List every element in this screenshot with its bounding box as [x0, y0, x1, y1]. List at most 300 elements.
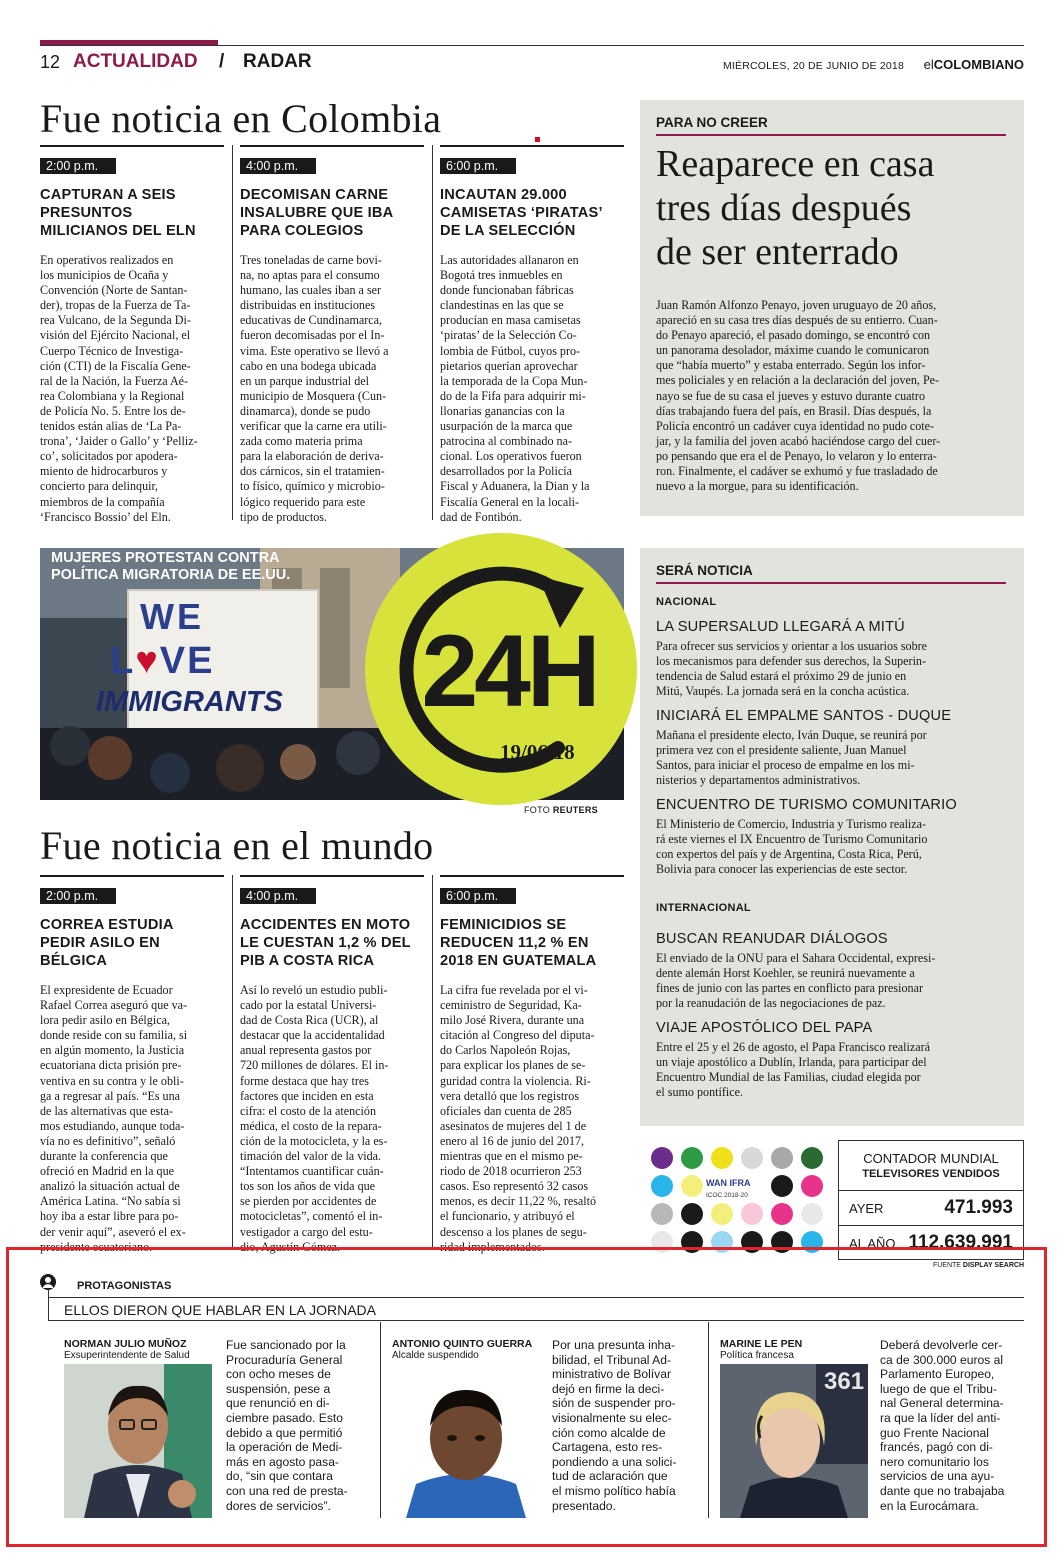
box-accent-rule: [656, 582, 1006, 584]
news-body: [40, 983, 224, 1255]
text-line: El enviado de la ONU para el Sahara Occidental, expresi-: [656, 951, 936, 965]
text-line: miembros de la compañía: [40, 494, 165, 509]
text-line: ral de la Nación, la Fuerza Aé-: [40, 373, 189, 388]
text-line: vestigador a cargo del estu-: [240, 1224, 373, 1239]
text-line: Fiscalía General en la locali-: [440, 494, 580, 509]
news-item: [40, 158, 224, 525]
news-body: [440, 253, 624, 525]
text-line: factores que inciden en esta: [240, 1088, 374, 1103]
text-line: Rafael Correa aseguró que va-: [40, 998, 188, 1013]
issue-date: MIÉRCOLES, 20 DE JUNIO DE 2018: [722, 60, 904, 72]
title-line: tres días después: [656, 187, 912, 229]
text-line: timación del valor de la vida.: [240, 1149, 382, 1164]
section-name: ACTUALIDAD: [73, 51, 198, 72]
text-line: Mañana el presidente electo, Iván Duque, se reunirá por: [656, 728, 927, 742]
text-line: cado por la estatal Universi-: [240, 998, 377, 1013]
badge-date: 19/06/18: [500, 740, 575, 764]
text-line: motocicletas”, comentó el in-: [240, 1209, 383, 1224]
text-line: un panorama desolador, máxime cuando le comunicaron: [656, 343, 930, 358]
category-internacional: INTERNACIONAL: [656, 902, 751, 914]
title-line: DECOMISAN CARNE: [240, 187, 389, 203]
text-line: presentado.: [552, 1498, 616, 1513]
title-line: BÉLGICA: [40, 953, 108, 969]
text-line: ‘piratas’ de la Selección Co-: [440, 328, 577, 343]
time-badge: 6:00 p.m.: [440, 158, 516, 174]
protagonist-body: [226, 1338, 376, 1513]
sera-noticia-body: [656, 639, 1016, 699]
news-body: [240, 253, 424, 525]
protagonist-role: Exsuperintendente de Salud: [64, 1350, 190, 1361]
text-line: lógico requerido para este: [240, 494, 366, 509]
text-line: ceministro de Seguridad, Ka-: [440, 998, 582, 1013]
text-line: do Penayo apareció, el pasado domingo, se encontró con: [656, 328, 931, 343]
text-line: lombia de Fútbol, cuyos pro-: [440, 343, 581, 358]
sign-word-love: [110, 640, 214, 683]
text-line: días trabajando fuera del país, en Brasil. Días después, la: [656, 403, 932, 418]
title-line: de ser enterrado: [656, 231, 899, 273]
text-line: vera detalló que los registros: [440, 1088, 580, 1103]
protagonist-name: ANTONIO QUINTO GUERRA: [392, 1338, 533, 1350]
text-line: po pensando que era el de Penayo, lo velaron y lo enterra-: [656, 448, 937, 463]
page-number: 12: [40, 52, 61, 72]
title-line: CORREA ESTUDIA: [40, 917, 174, 933]
news-title: [40, 916, 224, 970]
para-no-creer-label: PARA NO CREER: [656, 115, 768, 130]
protagonist-photo: [720, 1364, 868, 1518]
title-line: CAMISETAS ‘PIRATAS’: [440, 205, 603, 221]
title-line: DE LA SELECCIÓN: [440, 223, 576, 239]
text-line: tipo de productos.: [240, 509, 327, 524]
swatch-row: [651, 1203, 823, 1225]
text-line: nal General determina-: [880, 1396, 1004, 1411]
text-line: llonarias ganancias con la: [440, 403, 565, 418]
counter-divider: [839, 1190, 1023, 1191]
text-line: fueron decomisadas por el In-: [240, 328, 385, 343]
seat-number: 361: [824, 1368, 865, 1395]
text-line: riodo de 2018 ocurrieron 253: [440, 1164, 582, 1179]
time-badge: 4:00 p.m.: [240, 888, 316, 904]
text-line: Encuentro Mundial de las Familias, ciudad elegida por: [656, 1070, 921, 1085]
text-line: descenso a los planes de segu-: [440, 1224, 587, 1239]
wan-ifra-logo: WAN IFRA: [706, 1178, 751, 1188]
text-line: por la reanudación de las negociaciones de paz.: [656, 996, 886, 1011]
protagonist-role: Política francesa: [720, 1350, 794, 1361]
protagonistas-subtitle: ELLOS DIERON QUE HABLAR EN LA JORNADA: [64, 1302, 376, 1318]
news-item: [40, 888, 224, 1255]
text-line: ciembre pasado. Esto: [226, 1410, 343, 1425]
text-line: do Carlos Napoleón Rojas,: [440, 1043, 571, 1058]
text-line: Entre el 25 y el 26 de agosto, el Papa Francisco realizará: [656, 1040, 931, 1054]
news-title: [40, 186, 224, 240]
text-line: presidente ecuatoriano.: [40, 1239, 153, 1254]
sign-love-ve: VE: [159, 640, 215, 682]
text-line: la operación de Medi-: [226, 1440, 343, 1455]
text-line: sión de suspender pro-: [552, 1396, 676, 1411]
text-line: der venir aquí”, aseveró el ex-: [40, 1224, 186, 1239]
text-line: humano, las cuales iban a ser: [240, 283, 382, 298]
text-line: forme destaca que hay tres: [240, 1073, 369, 1088]
text-line: visionalmente su elec-: [552, 1410, 672, 1425]
text-line: pietarios querían aprovechar: [440, 358, 578, 373]
world-counter: [838, 1140, 1024, 1260]
text-line: que “había muerto” y estaba enterrado. Según los infor-: [656, 358, 926, 373]
badge-24h-text: 24H: [421, 614, 597, 728]
text-line: nero comunitario los: [880, 1454, 989, 1469]
text-line: Santos, para iniciar el proceso de empalme en los mi-: [656, 758, 915, 773]
news-item: [440, 888, 624, 1255]
text-line: clandestinas en las que se: [440, 298, 564, 313]
sign-love-l: L: [110, 640, 136, 682]
red-marker: [535, 137, 540, 142]
text-line: na, no aptas para el consumo: [240, 268, 380, 283]
text-line: ofreció en Madrid en la que: [40, 1164, 174, 1179]
text-line: un viaje apostólico a Dublín, Irlanda, para participar del: [656, 1055, 927, 1070]
text-line: ministrativo de Bolívar: [552, 1367, 671, 1382]
text-line: Juan Ramón Alfonzo Penayo, joven uruguayo de 20 años,: [656, 298, 937, 312]
title-line: PARA COLEGIOS: [240, 223, 364, 239]
text-line: milo José Rivera, durante una: [440, 1013, 585, 1028]
section-connector: [48, 1290, 49, 1320]
text-line: médica, el costo de la repara-: [240, 1118, 382, 1133]
text-line: ventiva en su contra y le obli-: [40, 1073, 184, 1088]
text-line: do de la Fifa para adquirir mi-: [440, 388, 586, 403]
text-line: rea Colombiana y la Regional: [40, 388, 185, 403]
column-rule: [440, 875, 624, 877]
protagonistas-rule: [48, 1320, 1024, 1321]
title-line: INCAUTAN 29.000: [440, 187, 567, 203]
text-line: Cuerpo Técnico de Investiga-: [40, 343, 184, 358]
para-no-creer-body: [656, 298, 1012, 494]
text-line: desarrollados por la Policía: [440, 464, 572, 479]
column-rule: [240, 145, 424, 147]
credit-prefix: FOTO: [524, 805, 551, 815]
text-line: francés, pagó con di-: [880, 1440, 993, 1455]
time-badge: 6:00 p.m.: [440, 888, 516, 904]
text-line: dente alemán Horst Koehler, se reunirá nuevamente a: [656, 966, 915, 981]
text-line: miento de hidrocarburos y: [40, 464, 168, 479]
counter-label: AYER: [849, 1201, 884, 1216]
column-separator: [232, 875, 233, 1250]
sera-noticia-body: [656, 1040, 1016, 1100]
text-line: 720 millones de dólares. El in-: [240, 1058, 389, 1073]
column-separator: [432, 145, 433, 520]
text-line: asesinatos de mujeres del 1 de: [440, 1118, 587, 1133]
text-line: distribuidas en instituciones: [240, 298, 376, 313]
text-line: La cifra fue revelada por el vi-: [440, 983, 588, 997]
swatch-row: [651, 1147, 823, 1169]
text-line: Por una presunta inha-: [552, 1338, 676, 1352]
counter-value: 471.993: [944, 1197, 1013, 1218]
protagonist-role: Alcalde suspendido: [392, 1350, 479, 1361]
title-line: PRESUNTOS: [40, 205, 133, 221]
counter-divider: [839, 1225, 1023, 1226]
counter-label: AL AÑO: [849, 1236, 896, 1251]
text-line: jar, y la familia del joven acabó haciéndose cargo del cuer-: [656, 433, 941, 448]
text-line: concierto para delinquir,: [40, 479, 159, 494]
text-line: Parlamento Europeo,: [880, 1367, 995, 1382]
photo-caption: [51, 550, 341, 584]
text-line: mos estudiando, aunque toda-: [40, 1118, 185, 1133]
sera-noticia-body: [656, 951, 1016, 1011]
text-line: Tres toneladas de carne bovi-: [240, 253, 382, 267]
text-line: Para ofrecer sus servicios y orientar a los usuarios sobre: [656, 639, 928, 653]
text-line: ridad implementados.: [440, 1239, 545, 1254]
subsection-name: RADAR: [243, 51, 312, 72]
text-line: vima. Este operativo se llevó a: [240, 343, 389, 358]
text-line: mientras que en el mismo pe-: [440, 1149, 583, 1164]
protagonistas-label: PROTAGONISTAS: [77, 1280, 172, 1292]
text-line: en la Eurocámara.: [880, 1498, 979, 1513]
text-line: cional. Los operativos fueron: [440, 449, 582, 464]
title-line: FEMINICIDIOS SE: [440, 917, 567, 933]
brand-name: COLOMBIANO: [933, 57, 1024, 72]
text-line: verificar que la carne era utili-: [240, 419, 387, 434]
heart-icon: ♥: [135, 640, 160, 682]
text-line: vía no es definitivo”, señaló: [40, 1133, 176, 1148]
colombia-heading: Fue noticia en Colombia: [40, 96, 442, 141]
text-line: nuevo a la morgue, para su identificación.: [656, 479, 859, 494]
text-line: el mismo político había: [552, 1483, 676, 1498]
text-line: oficiales dan cuenta de 285: [440, 1103, 572, 1118]
text-line: dad de Fontibón.: [440, 509, 522, 524]
protagonist-photo: [392, 1364, 540, 1518]
text-line: casos. Eso representó 32 casos: [440, 1179, 589, 1194]
text-line: ‘Francisco Bossio’ del Eln.: [40, 509, 171, 524]
text-line: América Latina. “No sabía si: [40, 1194, 181, 1209]
news-body: [40, 253, 224, 525]
text-line: En operativos realizados en: [40, 253, 174, 267]
text-line: en algún momento, la Justicia: [40, 1043, 185, 1058]
text-line: analizó la situación actual de: [40, 1179, 180, 1194]
text-line: guridad contra la violencia. Ri-: [440, 1073, 591, 1088]
brand-prefix: el: [923, 57, 934, 72]
title-line: MILICIANOS DEL ELN: [40, 223, 196, 239]
text-line: Procuraduría General: [226, 1352, 343, 1367]
column-separator: [432, 875, 433, 1250]
news-body: [440, 983, 624, 1255]
text-line: nisterios y departamentos administrativos.: [656, 773, 861, 788]
column-rule: [40, 145, 224, 147]
text-line: destacar que la accidentalidad: [240, 1028, 385, 1043]
sign-word-we: WE: [140, 596, 204, 637]
text-line: el funcionario, y atribuyó el: [440, 1209, 575, 1224]
news-body: [240, 983, 424, 1255]
title-line: INSALUBRE QUE IBA: [240, 205, 394, 221]
sera-noticia-body: [656, 728, 1016, 788]
protagonist-body: [552, 1338, 702, 1513]
sera-noticia-title: VIAJE APOSTÓLICO DEL PAPA: [656, 1020, 873, 1036]
person-icon: [40, 1274, 56, 1290]
sera-noticia-label: SERÁ NOTICIA: [656, 563, 753, 578]
column-rule: [240, 875, 424, 877]
protagonist-photo: [64, 1364, 212, 1518]
protagonistas-rule: [48, 1297, 1024, 1298]
text-line: con una red de presta-: [226, 1483, 348, 1498]
text-line: rea Vulcano, de la Segunda Di-: [40, 313, 191, 328]
news-title: [240, 916, 424, 970]
text-line: lora pedir asilo en Bélgica,: [40, 1013, 170, 1028]
news-item: [240, 158, 424, 525]
text-line: Policía encontró un cadáver cuya identidad no pudo cote-: [656, 418, 935, 433]
text-line: citación al Congreso del diputa-: [440, 1028, 595, 1043]
text-line: donde reside con su familia, si: [40, 1028, 188, 1043]
text-line: ción como alcalde de: [552, 1425, 666, 1440]
text-line: ron. Finalmente, el cadáver se exhumó y fue trasladado de: [656, 464, 938, 479]
text-line: dante que no trabajaba: [880, 1483, 1005, 1498]
text-line: cifra: el costo de la atención: [240, 1103, 376, 1118]
text-line: más en agosto pasa-: [226, 1454, 339, 1469]
text-line: dad de Costa Rica (UCR), al: [240, 1013, 379, 1028]
text-line: El expresidente de Ecuador: [40, 983, 173, 997]
category-nacional: NACIONAL: [656, 596, 717, 608]
text-line: con ocho meses de: [226, 1367, 331, 1382]
credit-name: REUTERS: [552, 805, 598, 815]
text-line: para explicar los planes de se-: [440, 1058, 586, 1073]
text-line: los municipios de Ocaña y: [40, 268, 169, 283]
text-line: suspensión, pese a: [226, 1381, 331, 1396]
sera-noticia-title: BUSCAN REANUDAR DIÁLOGOS: [656, 931, 888, 947]
masthead-brand: [924, 57, 1024, 72]
time-badge: 4:00 p.m.: [240, 158, 316, 174]
text-line: rá este viernes el IX Encuentro de Turismo Comunitario: [656, 832, 928, 847]
text-line: menos, es decir 11,22 %, resaltó: [440, 1194, 597, 1209]
text-line: dores de servicios”.: [226, 1498, 331, 1513]
text-line: dinamarca), donde se pudo: [240, 403, 371, 418]
time-badge: 2:00 p.m.: [40, 158, 116, 174]
text-line: enero al 16 de junio del 2017,: [440, 1133, 585, 1148]
text-line: tud de aclaración que: [552, 1469, 668, 1484]
column-rule: [440, 145, 624, 147]
title-line: PIB A COSTA RICA: [240, 953, 375, 969]
text-line: fines de junio con las partes en conflicto para presionar: [656, 981, 923, 996]
source-name: DISPLAY SEARCH: [962, 1262, 1024, 1269]
para-no-creer-title: [656, 142, 1006, 274]
section-divider: /: [219, 51, 225, 72]
text-line: der), tropas de la Fuerza de Ta-: [40, 298, 191, 313]
text-line: bilidad, el Tribunal Ad-: [552, 1352, 671, 1367]
protagonist-name: MARINE LE PEN: [720, 1338, 803, 1350]
sera-noticia-title: ENCUENTRO DE TURISMO COMUNITARIO: [656, 797, 957, 813]
text-line: Las autoridades allanaron en: [440, 253, 579, 267]
24h-badge: [362, 530, 640, 808]
text-line: municipio de Mosquera (Cun-: [240, 388, 387, 403]
protagonist-body: [880, 1338, 1030, 1513]
title-line: CAPTURAN A SEIS: [40, 187, 176, 203]
title-line: REDUCEN 11,2 % EN: [440, 935, 589, 951]
text-line: anual representa gastos por: [240, 1043, 372, 1058]
text-line: pondiendo a una solici-: [552, 1454, 677, 1469]
news-item: [240, 888, 424, 1255]
header-rule: [40, 45, 1024, 46]
title-line: PEDIR ASILO EN: [40, 935, 160, 951]
text-line: zada como materia prima: [240, 434, 363, 449]
text-line: la temporada de la Copa Mun-: [440, 373, 588, 388]
text-line: Cartagena, esto res-: [552, 1440, 663, 1455]
title-line: 2018 EN GUATEMALA: [440, 953, 597, 969]
text-line: de Policía No. 5. Entre los de-: [40, 403, 186, 418]
news-title: [440, 916, 624, 970]
mundo-heading: Fue noticia en el mundo: [40, 823, 434, 868]
sera-noticia-body: [656, 817, 1016, 877]
sign-word-immigrants: IMMIGRANTS: [96, 686, 283, 718]
text-line: ción (CTI) de la Fiscalía Gene-: [40, 358, 191, 373]
news-title: [240, 186, 424, 240]
column-separator: [708, 1322, 709, 1518]
text-line: durante la conferencia que: [40, 1149, 168, 1164]
text-line: donde funcionaban fábricas: [440, 283, 574, 298]
text-line: patrocina al combinado na-: [440, 434, 572, 449]
text-line: tenidos están alias de ‘La Pa-: [40, 419, 182, 434]
text-line: usurpación de la marca que: [440, 419, 573, 434]
counter-title: CONTADOR MUNDIAL: [863, 1151, 999, 1166]
time-badge: 2:00 p.m.: [40, 888, 116, 904]
text-line: el sumo pontífice.: [656, 1085, 743, 1100]
text-line: Convención (Norte de Santan-: [40, 283, 188, 298]
counter-subtitle: TELEVISORES VENDIDOS: [862, 1168, 1000, 1180]
text-line: Así lo reveló un estudio publi-: [240, 983, 388, 997]
caption-line: POLÍTICA MIGRATORIA DE EE.UU.: [51, 567, 291, 583]
text-line: tos son los años de vida que: [240, 1179, 376, 1194]
text-line: que renunció en di-: [226, 1396, 330, 1411]
ifra-sub: ICOC 2018-20: [706, 1192, 748, 1199]
text-line: do, “sin que contara: [226, 1469, 333, 1484]
counter-value: 112.639.991: [908, 1232, 1013, 1253]
caption-line: MUJERES PROTESTAN CONTRA: [51, 550, 280, 566]
text-line: dos cárnicos, sin el tratamien-: [240, 464, 385, 479]
text-line: dejó en firme la deci-: [552, 1381, 665, 1396]
text-line: ción de la motocicleta, y la es-: [240, 1133, 388, 1148]
text-line: servicios de una ayu-: [880, 1469, 995, 1484]
column-rule: [40, 875, 224, 877]
sera-noticia-title: INICIARÁ EL EMPALME SANTOS - DUQUE: [656, 708, 952, 724]
protagonist-name: NORMAN JULIO MUÑOZ: [64, 1338, 187, 1350]
text-line: mes policiales y en relación a la declaración del joven, Pe-: [656, 373, 940, 388]
text-line: ca de 300.000 euros al: [880, 1352, 1004, 1367]
title-line: Reaparece en casa: [656, 143, 935, 185]
text-line: Deberá devolverle cer-: [880, 1338, 1003, 1352]
title-line: LE CUESTAN 1,2 % DEL: [240, 935, 411, 951]
text-line: los mecanismos para defender sus derechos, la Superin-: [656, 654, 927, 669]
text-line: se pierden por accidentes de: [240, 1194, 377, 1209]
text-line: to físico, químico y microbio-: [240, 479, 385, 494]
text-line: El Ministerio de Comercio, Industria y Turismo realiza-: [656, 817, 927, 831]
text-line: educativas de Cundinamarca,: [240, 313, 383, 328]
text-line: cabo en una bodega ubicada: [240, 358, 377, 373]
text-line: Fue sancionado por la: [226, 1338, 346, 1352]
text-line: Bogotá tres inmuebles en: [440, 268, 563, 283]
text-line: de las alternativas que esta-: [40, 1103, 173, 1118]
column-separator: [232, 145, 233, 520]
text-line: con expertos del país y de Argentina, Costa Rica, Perú,: [656, 847, 922, 862]
text-line: hoy iba a estar libre para po-: [40, 1209, 179, 1224]
text-line: visión del Ejército Nacional, el: [40, 328, 191, 343]
title-line: ACCIDENTES EN MOTO: [240, 917, 411, 933]
text-line: tendencia de Salud estará el próximo 29 de junio en: [656, 669, 907, 684]
text-line: dio, Agustín Gómez.: [240, 1239, 341, 1254]
text-line: Bolivia para conocer las experiencias de este sector.: [656, 862, 908, 877]
text-line: Mitú, Vaupés. La jornada será en la concha acústica.: [656, 684, 910, 699]
source-prefix: FUENTE: [932, 1262, 961, 1269]
text-line: ra que la líder del anti-: [880, 1410, 1001, 1425]
text-line: ga a regresar al país. “Es una: [40, 1088, 181, 1103]
text-line: producían en masa camisetas: [440, 313, 581, 328]
text-line: guo Frente Nacional: [880, 1425, 989, 1440]
box-accent-rule: [656, 134, 1006, 136]
text-line: ecuatoriana dicta prisión pre-: [40, 1058, 182, 1073]
sera-noticia-title: LA SUPERSALUD LLEGARÁ A MITÚ: [656, 619, 905, 635]
text-line: luego de que el Tribu-: [880, 1381, 997, 1396]
text-line: primera vez con el presidente saliente, Juan Manuel: [656, 743, 907, 758]
